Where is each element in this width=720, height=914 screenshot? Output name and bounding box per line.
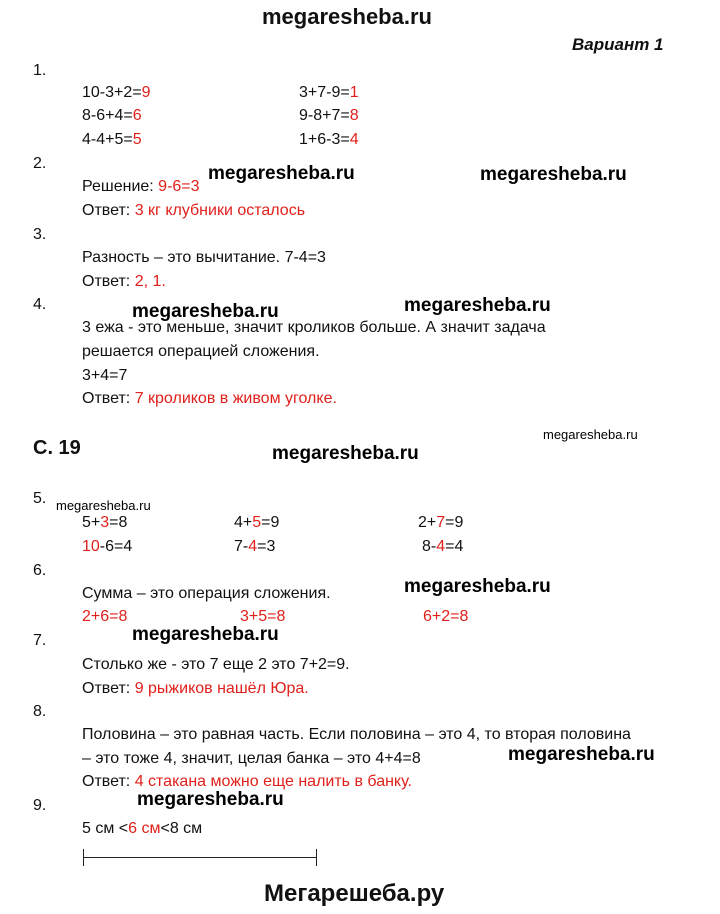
variant-label: Вариант 1 [572, 35, 664, 54]
segment-tick-left [83, 849, 84, 866]
q1-number: 1. [33, 62, 47, 79]
watermark: megaresheba.ru [480, 164, 627, 185]
watermark: megaresheba.ru [404, 576, 551, 597]
watermark: megaresheba.ru [132, 624, 279, 645]
q5-number: 5. [33, 490, 47, 507]
q7-answer: Ответ: 9 рыжиков нашёл Юра. [82, 680, 309, 697]
q3-line1: Разность – это вычитание. 7-4=3 [82, 249, 326, 266]
q7-number: 7. [33, 632, 47, 649]
watermark: megaresheba.ru [272, 443, 419, 464]
watermark: megaresheba.ru [137, 789, 284, 810]
watermark: megaresheba.ru [132, 301, 279, 322]
q5-r2-c1: 10-6=4 [82, 538, 133, 555]
q6-answer-3: 6+2=8 [423, 608, 469, 625]
q7-line1: Столько же - это 7 еще 2 это 7+2=9. [82, 656, 350, 673]
q4-line1: 3 ежа - это меньше, значит кроликов больше. А значит задача [82, 319, 546, 336]
segment-line [83, 857, 317, 858]
q2-answer: Ответ: 3 кг клубники осталось [82, 202, 306, 219]
q1-row3-a: 4-4+5=5 [82, 131, 142, 148]
q6-answer-2: 3+5=8 [240, 608, 286, 625]
q1-row3-b: 1+6-3=4 [299, 131, 359, 148]
q5-r2-c3: 8-4=4 [422, 538, 464, 555]
segment-tick-right [316, 849, 317, 866]
q3-answer: Ответ: 2, 1. [82, 273, 166, 290]
q1-row2-b: 9-8+7=8 [299, 107, 359, 124]
watermark: megaresheba.ru [404, 295, 551, 316]
q8-number: 8. [33, 703, 47, 720]
watermark-small: megaresheba.ru [56, 498, 151, 513]
q5-r1-c3: 2+7=9 [418, 514, 464, 531]
q8-line1: Половина – это равная часть. Если половина – это 4, то вторая половина [82, 726, 631, 743]
q5-r1-c2: 4+5=9 [234, 514, 280, 531]
section-title: С. 19 [33, 437, 81, 459]
q6-answer-1: 2+6=8 [82, 608, 128, 625]
q4-line2: решается операцией сложения. [82, 343, 320, 360]
watermark-small: megaresheba.ru [543, 427, 638, 442]
site-header: megaresheba.ru [262, 4, 432, 29]
q3-number: 3. [33, 226, 47, 243]
watermark: megaresheba.ru [208, 163, 355, 184]
q8-line2: – это тоже 4, значит, целая банка – это 4+4=8 [82, 750, 421, 767]
q1-row1-b: 3+7-9=1 [299, 84, 359, 101]
site-footer: Мегарешеба.ру [264, 880, 445, 907]
q6-line1: Сумма – это операция сложения. [82, 585, 331, 602]
q9-inequality: 5 см <6 см<8 см [82, 820, 203, 837]
q2-number: 2. [33, 155, 47, 172]
q5-r2-c2: 7-4=3 [234, 538, 276, 555]
q8-answer: Ответ: 4 стакана можно еще налить в банку. [82, 773, 412, 790]
q4-answer: Ответ: 7 кроликов в живом уголке. [82, 390, 337, 407]
q9-number: 9. [33, 797, 47, 814]
q5-r1-c1: 5+3=8 [82, 514, 128, 531]
watermark: megaresheba.ru [508, 744, 655, 765]
q4-line3: 3+4=7 [82, 367, 128, 384]
q6-number: 6. [33, 562, 47, 579]
q1-row1-a: 10-3+2=9 [82, 84, 151, 101]
q2-solution: Решение: 9-6=3 [82, 178, 200, 195]
q1-row2-a: 8-6+4=6 [82, 107, 142, 124]
q4-number: 4. [33, 296, 47, 313]
